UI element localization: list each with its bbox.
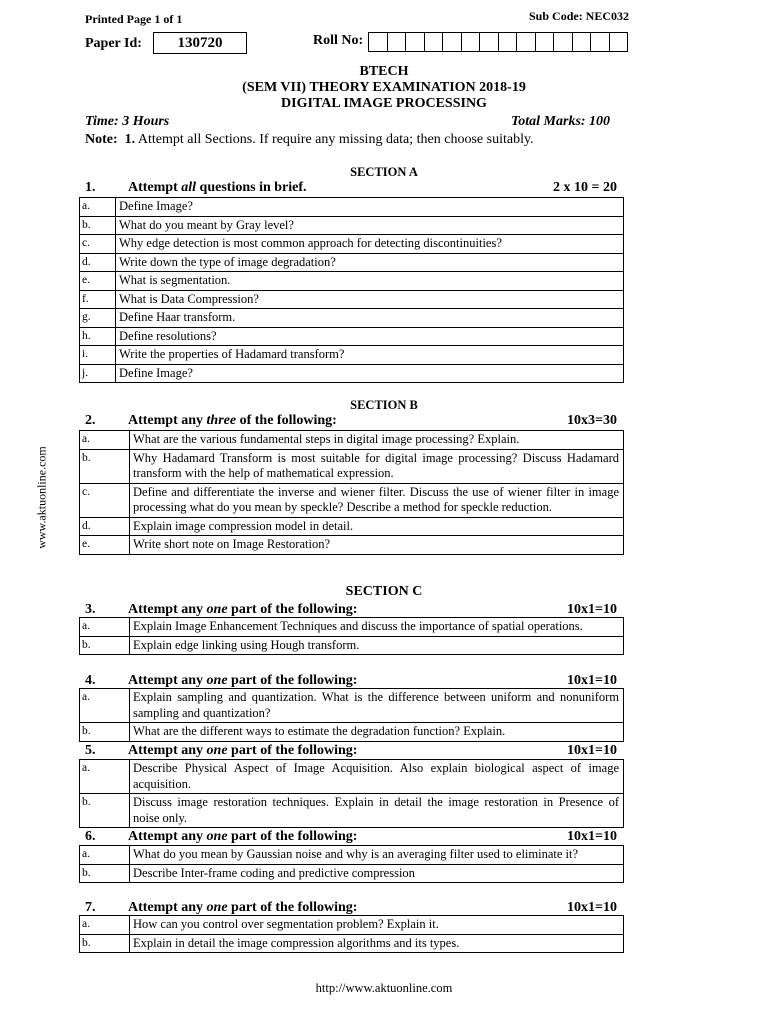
question-number: 5. <box>85 743 96 758</box>
roll-box[interactable] <box>443 32 462 52</box>
section-b-title: SECTION B <box>350 398 418 412</box>
question-label: d. <box>80 517 130 536</box>
exam-time: Time: 3 Hours <box>85 114 170 129</box>
question-text: Define Haar transform. <box>116 309 624 328</box>
question-number: 6. <box>85 829 96 844</box>
question-label: a. <box>80 760 130 794</box>
question-text: Describe Inter-frame coding and predictive compression <box>130 864 624 883</box>
question-text: Explain sampling and quantization. What is the difference between uniform and nonuniform sampling and quantization? <box>130 689 624 723</box>
question-marks: 10x1=10 <box>567 829 617 844</box>
question-text: How can you control over segmentation problem? Explain it. <box>130 916 624 935</box>
question-label: b. <box>80 216 116 235</box>
total-marks: Total Marks: 100 <box>511 114 611 129</box>
question-instruction: Attempt any one part of the following: <box>128 743 358 758</box>
question-row <box>80 794 624 828</box>
question-row <box>80 916 624 935</box>
question-text: What is Data Compression? <box>116 290 624 309</box>
roll-box[interactable] <box>425 32 444 52</box>
question-row <box>80 846 624 865</box>
question-label: g. <box>80 309 116 328</box>
question-label: a. <box>80 431 130 450</box>
question-row <box>80 431 624 450</box>
question-text: Explain image compression model in detail. <box>130 517 624 536</box>
question-label: e. <box>80 536 130 555</box>
question-row <box>80 636 624 655</box>
question-text: Explain Image Enhancement Techniques and discuss the importance of spatial operations. <box>130 618 624 637</box>
question-text: What do you meant by Gray level? <box>116 216 624 235</box>
question-text: What are the various fundamental steps in digital image processing? Explain. <box>130 431 624 450</box>
question-number: 1. <box>85 180 96 195</box>
roll-box[interactable] <box>369 32 388 52</box>
question-label: e. <box>80 272 116 291</box>
question-label: a. <box>80 198 116 217</box>
roll-box[interactable] <box>388 32 407 52</box>
question-row <box>80 689 624 723</box>
question-marks: 10x1=10 <box>567 673 617 688</box>
question-label: a. <box>80 618 130 637</box>
question-row <box>80 864 624 883</box>
question-label: b. <box>80 449 130 483</box>
question-label: i. <box>80 346 116 365</box>
note <box>85 132 534 148</box>
question-label: b. <box>80 934 130 953</box>
question-marks: 10x3=30 <box>567 413 617 428</box>
question-text: Define and differentiate the inverse and wiener filter. Discuss the use of wiener filter in image processing what do you mean by speckle? Describe a method for speckle reduction. <box>130 483 624 517</box>
question-number: 7. <box>85 900 96 915</box>
question-label: c. <box>80 483 130 517</box>
question-text: Why Hadamard Transform is most suitable for digital image processing? Discuss Hadamard transform with the help of mathematical expression. <box>130 449 624 483</box>
question-text: Discuss image restoration techniques. Explain in detail the image restoration in Presence of noise only. <box>130 794 624 828</box>
question-row <box>80 346 624 365</box>
question-row <box>80 327 624 346</box>
roll-box[interactable] <box>554 32 573 52</box>
note-label: Note: <box>85 132 118 147</box>
question-label: a. <box>80 916 130 935</box>
question-text: Explain edge linking using Hough transform. <box>130 636 624 655</box>
question-label: a. <box>80 846 130 865</box>
question-row <box>80 309 624 328</box>
question-label: h. <box>80 327 116 346</box>
question-marks: 2 x 10 = 20 <box>553 180 617 195</box>
roll-box[interactable] <box>610 32 629 52</box>
section-a-title: SECTION A <box>350 165 418 179</box>
question-text: Write down the type of image degradation? <box>116 253 624 272</box>
question-label: b. <box>80 723 130 742</box>
roll-no-label: Roll No: <box>313 33 364 48</box>
question-row <box>80 272 624 291</box>
roll-box[interactable] <box>573 32 592 52</box>
printed-page: Printed Page 1 of 1 <box>85 12 183 26</box>
question-text: Write the properties of Hadamard transform? <box>116 346 624 365</box>
note-num: 1. <box>124 132 136 147</box>
question-marks: 10x1=10 <box>567 602 617 617</box>
roll-box[interactable] <box>499 32 518 52</box>
question-instruction: Attempt all questions in brief. <box>128 180 307 195</box>
question-text: Why edge detection is most common approach for detecting discontinuities? <box>116 235 624 254</box>
question-3-table <box>79 617 624 655</box>
question-row <box>80 723 624 742</box>
subject-title: DIGITAL IMAGE PROCESSING <box>281 96 487 111</box>
question-7-table <box>79 915 624 953</box>
question-label: f. <box>80 290 116 309</box>
question-row <box>80 216 624 235</box>
question-label: b. <box>80 864 130 883</box>
question-row <box>80 760 624 794</box>
question-label: c. <box>80 235 116 254</box>
question-row <box>80 934 624 953</box>
question-label: d. <box>80 253 116 272</box>
question-label: b. <box>80 636 130 655</box>
section-b-table <box>79 430 624 555</box>
question-marks: 10x1=10 <box>567 900 617 915</box>
roll-box[interactable] <box>462 32 481 52</box>
question-row <box>80 198 624 217</box>
watermark: www.aktuonline.com <box>34 446 49 549</box>
question-label: a. <box>80 689 130 723</box>
paper-id-label: Paper Id: <box>85 36 142 51</box>
question-text: Define Image? <box>116 198 624 217</box>
question-text: What do you mean by Gaussian noise and why is an averaging filter used to eliminate it? <box>130 846 624 865</box>
sub-code: Sub Code: NEC032 <box>529 9 630 23</box>
question-row <box>80 364 624 383</box>
roll-no-boxes[interactable] <box>368 32 628 52</box>
question-row <box>80 517 624 536</box>
section-c-title: SECTION C <box>345 584 423 599</box>
question-number: 3. <box>85 602 96 617</box>
question-5-table <box>79 759 624 828</box>
question-6-table <box>79 845 624 883</box>
roll-box[interactable] <box>406 32 425 52</box>
note-text: Attempt all Sections. If require any missing data; then choose suitably. <box>135 132 534 147</box>
question-instruction: Attempt any one part of the following: <box>128 900 358 915</box>
question-4-table <box>79 688 624 742</box>
question-row <box>80 253 624 272</box>
question-instruction: Attempt any one part of the following: <box>128 602 358 617</box>
roll-box[interactable] <box>517 32 536 52</box>
question-row <box>80 536 624 555</box>
question-instruction: Attempt any one part of the following: <box>128 673 358 688</box>
question-text: Define resolutions? <box>116 327 624 346</box>
roll-box[interactable] <box>591 32 610 52</box>
question-row <box>80 618 624 637</box>
question-label: b. <box>80 794 130 828</box>
question-text: Explain in detail the image compression algorithms and its types. <box>130 934 624 953</box>
section-a-table <box>79 197 624 383</box>
question-instruction: Attempt any three of the following: <box>128 413 337 428</box>
question-text: Write short note on Image Restoration? <box>130 536 624 555</box>
program-title: BTECH <box>359 64 409 79</box>
question-number: 4. <box>85 673 96 688</box>
question-text: Define Image? <box>116 364 624 383</box>
question-row <box>80 290 624 309</box>
roll-box[interactable] <box>536 32 555 52</box>
exam-title: (SEM VII) THEORY EXAMINATION 2018-19 <box>242 80 526 95</box>
question-label: j. <box>80 364 116 383</box>
question-row <box>80 235 624 254</box>
question-number: 2. <box>85 413 96 428</box>
footer-url[interactable]: http://www.aktuonline.com <box>315 981 453 995</box>
question-row <box>80 483 624 517</box>
question-marks: 10x1=10 <box>567 743 617 758</box>
paper-id-box: 130720 <box>153 32 247 54</box>
question-text: Describe Physical Aspect of Image Acquisition. Also explain biological aspect of image acquisition. <box>130 760 624 794</box>
question-row <box>80 449 624 483</box>
question-instruction: Attempt any one part of the following: <box>128 829 358 844</box>
roll-box[interactable] <box>480 32 499 52</box>
question-text: What are the different ways to estimate the degradation function? Explain. <box>130 723 624 742</box>
question-text: What is segmentation. <box>116 272 624 291</box>
